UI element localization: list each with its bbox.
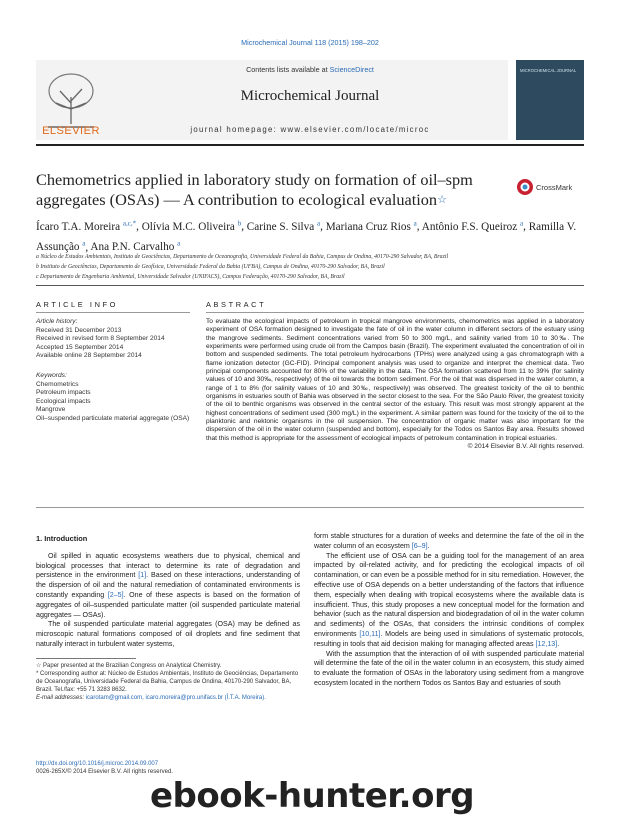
author-name: Antônio F.S. Queiroz bbox=[421, 220, 518, 233]
author-affiliation-mark[interactable]: a,c,* bbox=[122, 219, 137, 227]
publisher-logo-text: ELSEVIER bbox=[42, 125, 100, 137]
intro-paragraph: The efficient use of OSA can be a guiding tool for the management of an area impacted by oil-related activity, and for predicting the ecological impacts of oil contamination, or can even be a possible method for in situ remediation. However, the effective use of OSA depends on a better understanding of the factors that influence them, especially when dealing with tropical ecosystems where the available data is insufficient. Thus, this study proposes a new conceptual model for the formation and behavior (such as the natural dispersion and biodegradation of oil in the water column and sediments) of the OSAs, that considers the intrinsic conditions of complex environments [10,11]. Models are being used in simulations of systematic protocols, resulting in tools that aid decision making for managing affected areas [12,13]. bbox=[314, 551, 584, 648]
keyword: Petroleum impacts bbox=[36, 389, 91, 397]
reference-link[interactable]: [2–5] bbox=[107, 590, 124, 599]
history-online: Available online 28 September 2014 bbox=[36, 352, 142, 360]
abstract-heading: ABSTRACT bbox=[206, 300, 267, 309]
affiliation-a: a Núcleo de Estudos Ambientais, Instituto de Geociências, Departamento de Oceanografia, Universidade Federal da Bahia, Campus de Ondina, 40170-290 Salvador, BA, Brazil bbox=[36, 254, 449, 260]
abstract-divider bbox=[36, 507, 584, 508]
intro-paragraph: Oil spilled in aquatic ecosystems weathers due to physical, chemical and biological processes that interact to determine its rate of degradation and persistence in the environment [1]. Based on these interactions, understanding of the dispersion of oil and the natural remediation of contaminated environments is constantly expanding [2–5]. One of these aspects is based on the formation of aggregates of oil–suspended particulate matter (oil suspended particulate material aggregates — OSAs). bbox=[36, 551, 300, 619]
body-column-left bbox=[36, 534, 300, 650]
doi-block bbox=[36, 760, 300, 776]
article-info-rule bbox=[36, 312, 190, 313]
journal-homepage[interactable]: journal homepage: www.elsevier.com/locate/microc bbox=[190, 125, 430, 134]
contents-line bbox=[110, 65, 510, 74]
introduction-heading: 1. Introduction bbox=[36, 534, 88, 543]
author-name: Ícaro T.A. Moreira bbox=[36, 220, 121, 233]
history-accepted: Accepted 15 September 2014 bbox=[36, 343, 124, 351]
abstract-text: To evaluate the ecological impacts of petroleum in tropical mangrove environments, chemometrics was applied in a laboratory experiment of OSA formation designed to investigate the fate of oil in the water column in different sectors of the estuary using the mangrove sediments. Sediment concentrations varied from 50 to 300 mg/L, and salinity varied from 10 to 30‰. The experiments were performed using crude oil from the Campos basin (Brazil). The experiment evaluated the concentration of oil in bottom and suspended sediments. The total petroleum hydrocarbons (TPHs) were analyzed using a gas chromatograph with a flame ionization detector (GC-FID). Principal component analysis was used to organize and interpret the chemical data. Two principal components accounted for 80% of the variability in the data. The OSA formation scattered from 11 to 39% (for salinity values of 10 and 30‰, respectively) of the oil towards the bottom sediment. For the oil that was dispersed in the water column, a range of 1 to 8% (for salinity values of 10 and 30‰, respectively) was observed. The greatest toxicity of the oil to benthic organisms in estuaries south of Bahia was observed in the sector closest to the sea. For the São Paulo River, the greatest toxicity of the oil to benthic organisms was observed in the central sector of the estuary. This result was most strongly apparent at the highest concentrations of sediment used (300 mg/L) in the experiment. A similar pattern was found for the toxicity of the oil to the planktonic and nektonic organisms in the oil suspension. The concentration of organic matter was also important for the dispersion of the oil in the water column (suspended and bottom), especially for the Todos os Santos Bay area. Results showed that this method is appropriate for the assessment of ecological impacts of petroleum contamination in tropical estuaries. bbox=[206, 318, 584, 442]
author[interactable] bbox=[142, 221, 242, 233]
keyword: Mangrove bbox=[36, 406, 66, 414]
footnote-star: ☆ Paper presented at the Brazilian Congress on Analytical Chemistry. bbox=[36, 663, 222, 669]
author-affiliation-mark[interactable]: a bbox=[177, 239, 181, 248]
contents-prefix: Contents lists available at bbox=[246, 65, 330, 74]
author-affiliation-mark[interactable]: a bbox=[413, 219, 417, 227]
author-name: Ana P.N. Carvalho bbox=[90, 241, 175, 254]
article-history bbox=[36, 318, 192, 361]
affiliation-b: b Instituto de Geociências, Departamento de Geofísica, Universidade Federal da Bahia (UFBA), Campus de Ondina, 40170-290 Salvador, BA, Brazil bbox=[36, 264, 385, 270]
article-title-text: Chemometrics applied in laboratory study on formation of oil–spm aggregates (OSAs) — A contribution to ecological evaluation bbox=[36, 170, 473, 209]
reference-link[interactable]: [1] bbox=[138, 571, 147, 580]
journal-title: Microchemical Journal bbox=[240, 88, 380, 104]
author-affiliation-mark[interactable]: a bbox=[520, 219, 524, 227]
affiliation-c: c Departamento de Engenharia Ambiental, Universidade Salvador (UNIFACS), Campus Federação, 40170-290 Salvador, BA, Brazil bbox=[36, 274, 345, 280]
crossmark-icon[interactable] bbox=[516, 178, 586, 196]
keyword: Chemometrics bbox=[36, 380, 79, 388]
affiliation-divider bbox=[36, 285, 584, 286]
author-name: Ramilla V. Assunção bbox=[36, 220, 577, 254]
article-info-heading: ARTICLE INFO bbox=[36, 300, 118, 309]
footnote-email bbox=[36, 694, 300, 702]
doi-link[interactable]: http://dx.doi.org/10.1016/j.microc.2014.09.007 bbox=[36, 761, 159, 767]
header-divider bbox=[36, 144, 584, 146]
body-column-right bbox=[314, 532, 584, 689]
author[interactable] bbox=[36, 221, 136, 233]
footnote-corresponding: * Corresponding author at: Núcleo de Estudos Ambientais, Instituto de Geociências, Departamento de Oceanografia, Universidade Federal da Bahia, Campus de Ondina, 40170-290 Salvador, BA, Brazil. Tel./fax: +55 71 3283 8632. bbox=[36, 671, 299, 693]
journal-cover-title: MICROCHEMICAL JOURNAL bbox=[520, 68, 577, 73]
abstract-rule bbox=[206, 312, 584, 313]
intro-paragraph: With the assumption that the interaction of oil with suspended particulate material will determine the fate of the oil in the water column in an ecosystem, this study aimed to evaluate the formation of OSAs in the laboratory using sediment from a mangrove ecosystem located in the northern Todos os Santos Bay and estuaries of south bbox=[314, 649, 584, 687]
keyword: Oil–suspended particulate material aggregate (OSA) bbox=[36, 414, 190, 422]
author-affiliation-mark[interactable]: a bbox=[317, 219, 321, 227]
email-links[interactable]: icarotam@gmail.com, icaro.moreira@pro.unifacs.br (Í.T.A. Moreira). bbox=[85, 695, 266, 701]
issn-copyright: 0026-265X/© 2014 Elsevier B.V. All rights reserved. bbox=[36, 769, 173, 775]
abstract-copyright: © 2014 Elsevier B.V. All rights reserved. bbox=[467, 443, 584, 451]
history-received: Received 31 December 2013 bbox=[36, 326, 122, 334]
author-name: Olívia M.C. Oliveira bbox=[141, 220, 235, 233]
author[interactable] bbox=[326, 221, 417, 233]
footnotes bbox=[36, 662, 300, 702]
author-list: Ícaro T.A. Moreira $^{a,c,*}$, Olívia M.C. Oliveira $^b$, Carine S. Silva $^a$, Mariana Cruz Rios $^a$, Antônio F.S. Queiroz $^a$, Ramilla V. Assunção $^a$, Ana P.N. Carvalho $^a$ bbox=[36, 219, 577, 254]
author-affiliation-mark[interactable]: a bbox=[82, 239, 86, 248]
reference-link[interactable]: [12,13] bbox=[535, 639, 558, 648]
title-footnote-mark[interactable]: ☆ bbox=[437, 194, 447, 206]
intro-paragraph-continued: form stable structures for a duration of weeks and determine the fate of the oil in the water column of an ecosystem [6–9]. bbox=[314, 532, 584, 550]
author[interactable] bbox=[422, 221, 523, 233]
keywords bbox=[36, 372, 192, 424]
intro-paragraph: The oil suspended particulate material aggregates (OSA) may be defined as microscopic natural formations composed of oil droplets and fine sediment that naturally interact in turbulent water systems, bbox=[36, 620, 300, 648]
reference-link[interactable]: [10,11] bbox=[359, 629, 381, 638]
email-label: E-mail addresses: bbox=[36, 695, 85, 701]
article-title bbox=[36, 170, 496, 210]
footnote-rule bbox=[36, 658, 136, 659]
author-name: Mariana Cruz Rios bbox=[325, 220, 411, 233]
keyword: Ecological impacts bbox=[36, 397, 91, 405]
history-revised: Received in revised form 8 September 2014 bbox=[36, 335, 165, 343]
history-label: Article history: bbox=[36, 318, 78, 325]
author[interactable] bbox=[247, 221, 320, 233]
journal-citation[interactable]: Microchemical Journal 118 (2015) 198–202 bbox=[241, 38, 379, 47]
reference-link[interactable]: [6–9] bbox=[411, 541, 428, 550]
watermark-text: ebook-hunter.org bbox=[150, 776, 475, 816]
author-name: Carine S. Silva bbox=[246, 220, 315, 233]
affiliations bbox=[36, 252, 586, 282]
crossmark-label: CrossMark bbox=[536, 183, 573, 192]
sciencedirect-link[interactable]: ScienceDirect bbox=[329, 65, 374, 74]
abstract-body bbox=[206, 318, 584, 452]
keywords-label: Keywords: bbox=[36, 372, 67, 379]
author-affiliation-mark[interactable]: b bbox=[237, 219, 242, 227]
